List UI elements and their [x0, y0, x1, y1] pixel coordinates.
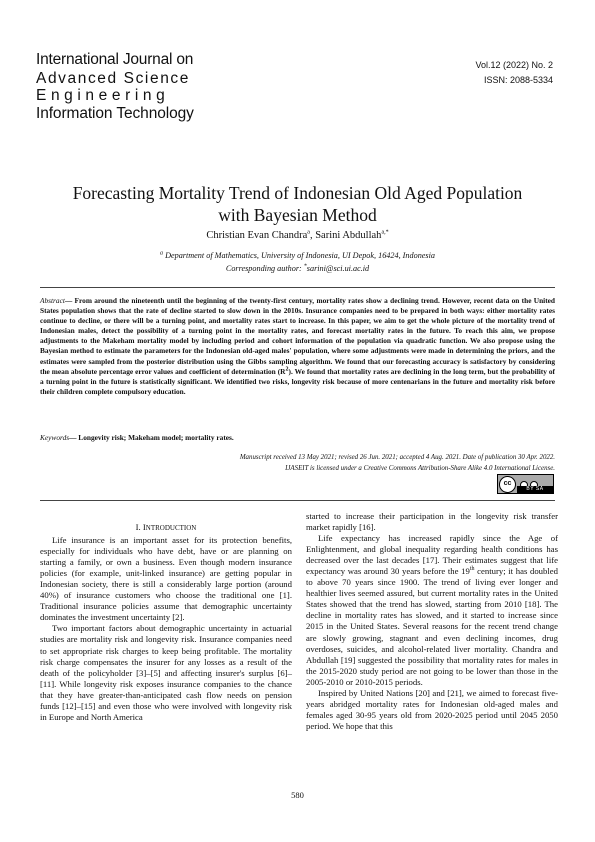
journal-name-line-3: Engineering: [36, 87, 170, 104]
affiliation: [40, 249, 555, 262]
keywords-label: Keywords: [40, 433, 70, 442]
abstract: [40, 296, 555, 397]
left-column: [40, 522, 292, 723]
author-2: Sarini Abdullah: [315, 230, 382, 241]
manuscript-dates: Manuscript received 13 May 2021; revised 26 Jun. 2021; accepted 4 Aug. 2021. Date of publication 30 Apr. 2022.: [239, 454, 555, 461]
paragraph-3-text-a: Life expectancy has increased rapidly since the Age of Enlightenment, and global inequality regarding health conditions has decreased over the last decades [17]. Their estimates suggest that life expectancy was around 30 years before the 19: [306, 533, 558, 577]
cc-sa-label: SA: [535, 486, 544, 492]
cc-terms-bar: [517, 486, 553, 493]
cc-icon: cc: [499, 476, 516, 493]
affiliation-text: Department of Mathematics, University of Indonesia, UI Depok, 16424, Indonesia: [163, 251, 435, 260]
keywords: [40, 433, 555, 442]
section-title-rest: NTRODUCTION: [145, 524, 197, 532]
corresponding-mark: *: [303, 263, 307, 270]
keywords-dash: —: [69, 433, 79, 442]
cc-attribution-icons: [520, 476, 552, 485]
volume-number: Vol.12 (2022) No. 2: [475, 60, 553, 70]
corresponding-author: [40, 262, 555, 275]
journal-name-line-4: Information Technology: [36, 104, 194, 122]
volume-info: [475, 58, 553, 88]
paragraph-1: Life insurance is an important asset for its protection benefits, especially for individuals who have debt, have or are planning on starting a family, or own a business. Even though modern insurance policies (for example, unit-linked insurance) are getting popular in Indonesian society, there is still a considerably large portion (around 40%) of insurance customers who choose the traditional one [1]. Traditional insurance policies assume that demographic uncertainty dominates the investment uncertainty [2].: [40, 535, 292, 623]
section-first-letter: I: [142, 522, 146, 532]
abstract-dash: —: [64, 296, 75, 305]
abstract-text-a: From around the nineteenth until the beginning of the twenty-first century, mortality rates show a declining trend. However, recent data on the United States population shows that the rate of decline started to slow down in the 2010s. Insurance companies need to be prepared in both ways: either mortality rates continue to decline, or there will be a turning point, and mortality rates start to increase. In this paper, we aim to get the whole picture of the mortality trend of Indonesian males, detect the possibility of a turning point in the mortality rates, and forecast mortality rates in the future. To reach this aim, we propose adjustments to the Makeham mortality model by including period and cohort information of the population via quadratic function. We also propose using the Bayesian method to estimate the parameters for the Indonesian old-aged males' population, where some adjustments were made in determining the priors, and the estimates were sampled from the posterior distribution using the Gibbs sampling algorithm. We found that our forecasting accuracy is satisfactory by considering the mean absolute percentage error values and coefficient of determination (R: [40, 296, 555, 376]
title-line-2: with Bayesian Method: [218, 205, 377, 225]
corresponding-email[interactable]: sarini@sci.ui.ac.id: [306, 264, 370, 273]
author-2-affiliation-mark: a,*: [381, 229, 389, 236]
cc-by-label: BY: [526, 486, 535, 492]
paragraph-continuation: started to increase their participation in the longevity risk transfer market rapidly [16].: [306, 511, 558, 533]
journal-name-line-1: International Journal on: [36, 51, 194, 68]
title-line-1: Forecasting Mortality Trend of Indonesian Old Aged Population: [72, 183, 523, 203]
paragraph-2: Two important factors about demographic uncertainty in actuarial studies are mortality risk and longevity risk. Insurance companies need to set appropriate risk charges to keep being profitable. The mortality risk charge compensates the insurer for any losses as a result of the death of the policyholder [3]–[5] and affecting insurer's surplus [6]–[11]. While longevity risk exposes insurance companies to the chance that they have greater-than-anticipated cash flow needs on pension funds [12]–[15] and even those who were involved with longevity risk in Europe and North America: [40, 623, 292, 722]
journal-name-line-2: Advanced Science: [36, 69, 190, 87]
author-list: [40, 230, 555, 241]
header-bottom-rule: [40, 500, 555, 501]
ordinal-superscript: th: [469, 566, 475, 573]
author-separator: ,: [309, 230, 316, 241]
corresponding-label: Corresponding author:: [225, 264, 304, 273]
affiliation-block: [40, 249, 555, 275]
journal-logo: [36, 52, 194, 121]
affiliation-mark: a: [160, 250, 164, 257]
abstract-superscript: 2: [285, 366, 289, 373]
keywords-text: Longevity risk; Makeham model; mortality rates.: [78, 433, 234, 442]
abstract-label: Abstract: [40, 296, 65, 305]
section-heading: [40, 522, 292, 534]
abstract-top-rule: [40, 287, 555, 288]
cc-license-badge[interactable]: [497, 474, 554, 494]
paper-title: [40, 182, 555, 226]
author-1-affiliation-mark: a: [307, 229, 310, 236]
abstract-text-b: ). We found that mortality rates are declining in the long term, but the probability of a turning point in the future is statistically significant. We identified two risks, longevity risk because of more centenarians in the future and mortality risk before their children complete compulsory education.: [40, 366, 556, 396]
author-1: Christian Evan Chandra: [206, 230, 308, 241]
right-column: [306, 511, 558, 732]
license-text: IJASEIT is licensed under a Creative Commons Attribution-Share Alike 4.0 International License.: [285, 464, 555, 472]
paragraph-3: [306, 533, 558, 688]
issn: ISSN: 2088-5334: [483, 75, 553, 85]
paragraph-3-text-b: century; it has doubled to above 70 years since 1900. The trend of living ever longer and healthier lives seemed assured, but current mortality rates in the United States showed that the trend has slowed, starting from 2010 [18]. The decline in mortality rates has slowed, and it started to increase since 2015 in the United States. Several reasons for the recent trend change are slowly growing, stagnant and even declining incomes, drug overdoses, suicides, and alcohol-related liver mortality. Chandra and Abdullah [19] suggested the possibility that mortality rates for males in the 2015-2020 study period are not going to be lower than those in the 2005-2010 or 2010-2015 periods.: [306, 566, 558, 687]
manuscript-info: [40, 453, 555, 474]
paragraph-4: Inspired by United Nations [20] and [21], we aimed to forecast five-years abridged mortality rates for Indonesian old-aged males and females aged 30-95 years old from 2020-2025 period until 2045 2050 period. We hope that this: [306, 687, 558, 731]
page-number: 580: [291, 790, 304, 800]
section-number: I.: [135, 522, 141, 532]
